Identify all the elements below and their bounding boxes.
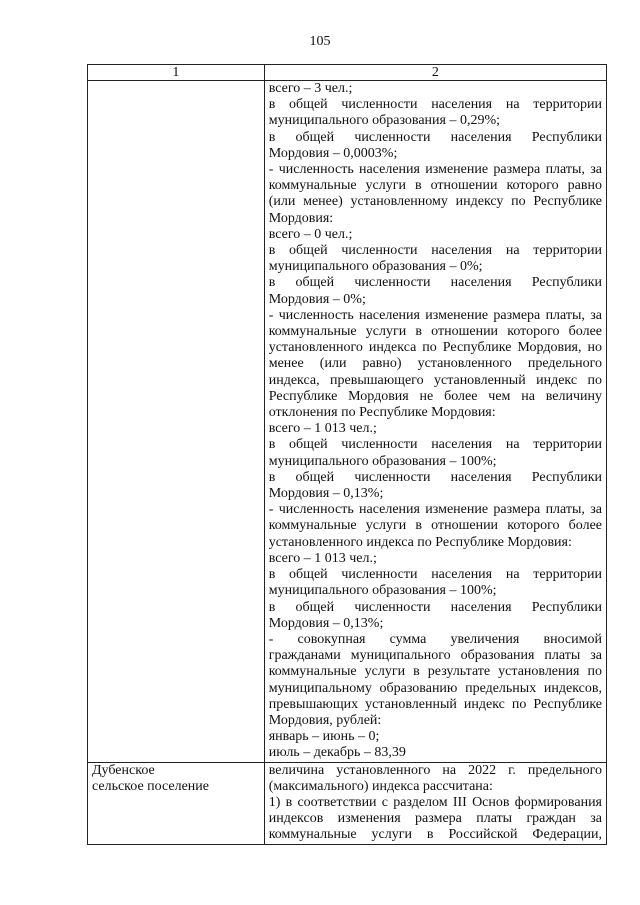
- municipality-name-line: сельское поселение: [92, 778, 209, 794]
- text-line: в общей численности населения на территории: [268, 567, 602, 583]
- text-line: менее (или равно) установленного предельного: [268, 356, 602, 372]
- text-line: в общей численности населения на территории: [268, 97, 602, 113]
- text-line: Мордовия – 0,13%;: [268, 615, 384, 631]
- column-header-2: 2: [264, 65, 606, 81]
- text-line: всего – 0 чел.;: [268, 226, 353, 242]
- row2-col1-cell: [88, 762, 265, 844]
- text-line: в общей численности населения Республики: [268, 469, 602, 485]
- text-line: превышающих установленный индекс по Республике: [268, 696, 602, 712]
- text-line: коммунальные услуги в отношении которого более: [268, 518, 602, 534]
- text-line: в общей численности населения на территории: [268, 437, 602, 453]
- text-line: (или менее) установленному индексу по Республике: [268, 194, 602, 210]
- table-header-row: [88, 65, 607, 81]
- text-line: всего – 3 чел.;: [268, 81, 353, 96]
- text-line: величина установленного на 2022 г. предельного: [268, 762, 602, 778]
- text-line: Мордовия – 0,13%;: [268, 486, 384, 502]
- text-line: - численность населения изменение размера платы, за: [268, 162, 602, 178]
- text-line: коммунальные услуги в отношении которого более: [268, 324, 602, 340]
- text-line: Республике Мордовия не более чем на величину: [268, 388, 602, 404]
- text-line: в общей численности населения Республики: [268, 275, 602, 291]
- text-line: - численность населения изменение размера платы, за: [268, 502, 602, 518]
- text-line: коммунальные услуги в Российской Федерации,: [268, 827, 602, 843]
- municipality-name-line: Дубенское: [92, 762, 155, 778]
- text-line: Мордовия – 0%;: [268, 291, 366, 307]
- text-line: Мордовия:: [268, 210, 334, 226]
- text-line: январь – июнь – 0;: [268, 729, 380, 745]
- text-line: коммунальные услуги в результате установления по: [268, 664, 602, 680]
- column-header-1: 1: [88, 65, 265, 81]
- text-line: коммунальные услуги в отношении которого равно: [268, 178, 602, 194]
- row2-col2-cell: [264, 762, 606, 844]
- text-line: всего – 1 013 чел.;: [268, 421, 377, 437]
- text-line: (максимального) индекса рассчитана:: [268, 778, 493, 794]
- text-line: - численность населения изменение размера платы, за: [268, 307, 602, 323]
- text-line: индекса, превышающего установленный индекс по: [268, 372, 602, 388]
- text-line: в общей численности населения Республики: [268, 129, 602, 145]
- text-line: муниципального образования – 0,29%;: [268, 113, 501, 129]
- row1-col2-cell: [264, 81, 606, 763]
- text-line: Мордовия, рублей:: [268, 712, 382, 728]
- text-line: в общей численности населения на территории: [268, 243, 602, 259]
- text-line: гражданами муниципального образования платы за: [268, 648, 602, 664]
- text-line: - совокупная сумма увеличения вносимой: [268, 631, 602, 647]
- text-line: муниципального образования – 100%;: [268, 453, 497, 469]
- page-number: 105: [309, 34, 331, 49]
- text-line: июль – декабрь – 83,39: [268, 745, 406, 761]
- table-row: [88, 762, 607, 844]
- text-line: установленного индекса по Республике Мордовия, но: [268, 340, 602, 356]
- text-line: в общей численности населения Республики: [268, 599, 602, 615]
- text-line: муниципального образования – 100%;: [268, 583, 497, 599]
- row1-col1-cell: [88, 81, 265, 763]
- text-line: всего – 1 013 чел.;: [268, 550, 377, 566]
- document-table: [87, 64, 607, 845]
- text-line: 1) в соответствии с разделом III Основ формирования: [268, 794, 602, 810]
- text-line: установленного индекса по Республике Мордовия:: [268, 534, 572, 550]
- text-line: муниципального образования – 0%;: [268, 259, 483, 275]
- text-line: отклонения по Республике Мордовия:: [268, 405, 496, 421]
- table-row: [88, 81, 607, 763]
- text-line: муниципальному образованию предельных индексов,: [268, 680, 602, 696]
- text-line: Мордовия – 0,0003%;: [268, 145, 398, 161]
- text-line: индексов изменения размера платы граждан за: [268, 811, 602, 827]
